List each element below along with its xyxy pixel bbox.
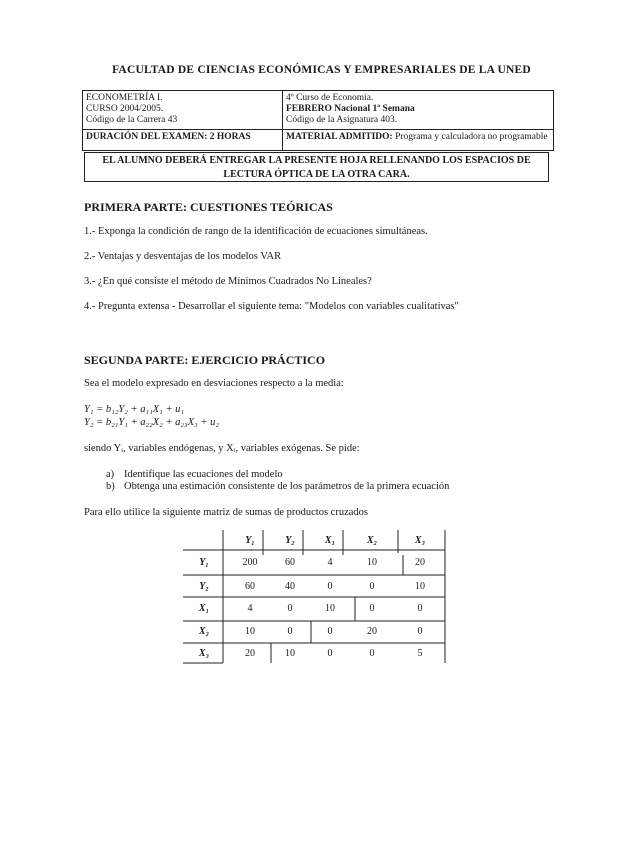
matrix-cell: 10 xyxy=(245,626,255,637)
matrix-cell: 0 xyxy=(417,626,423,637)
task-a xyxy=(106,469,283,481)
col-header-x3: X₃ xyxy=(414,535,426,546)
header-right-block xyxy=(286,93,550,126)
part2-heading: SEGUNDA PARTE: EJERCICIO PRÁCTICO xyxy=(84,353,326,367)
header-left-block xyxy=(86,93,280,126)
question-4: 4.- Pregunta extensa - Desarrollar el siguiente tema: "Modelos con variables cualitativas" xyxy=(84,301,459,312)
exam-duration: DURACIÓN DEL EXAMEN: 2 HORAS xyxy=(86,132,251,142)
matrix-intro: Para ello utilice la siguiente matriz de sumas de productos cruzados xyxy=(84,507,368,518)
matrix-cell: 0 xyxy=(369,648,375,659)
matrix-cell: 20 xyxy=(415,557,425,568)
question-2: 2.- Ventajas y desventajas de los modelos VAR xyxy=(84,251,282,262)
header-divider-vertical xyxy=(282,91,283,150)
col-header-y1: Y₁ xyxy=(245,535,255,546)
student-notice xyxy=(84,152,549,182)
matrix-cell: 10 xyxy=(367,557,377,568)
course-year: CURSO 2004/2005. xyxy=(86,104,164,114)
row-header-x2: X₂ xyxy=(198,626,210,637)
matrix-cell: 20 xyxy=(367,626,377,637)
allowed-material-value: Programa y calculadora no programable xyxy=(395,132,548,142)
matrix-cell: 0 xyxy=(369,581,375,592)
page-title: FACULTAD DE CIENCIAS ECONÓMICAS Y EMPRESARIALES DE LA UNED xyxy=(112,64,531,76)
course-level: 4º Curso de Economía. xyxy=(286,93,374,103)
task-b xyxy=(106,481,449,493)
task-b-text: Obtenga una estimación consistente de los parámetros de la primera ecuación xyxy=(124,481,450,492)
matrix-cell: 0 xyxy=(369,603,375,614)
cross-products-matrix xyxy=(183,525,448,665)
matrix-cell: 10 xyxy=(325,603,335,614)
exam-session: FEBRERO Nacional 1ª Semana xyxy=(286,104,415,114)
degree-code: Código de la Carrera 43 xyxy=(86,115,178,125)
matrix-cell: 0 xyxy=(327,648,333,659)
row-header-y1: Y₁ xyxy=(199,557,209,568)
col-header-x2: X₂ xyxy=(366,535,378,546)
matrix-cell: 60 xyxy=(285,557,295,568)
equation-1: Y₁ = b₁₂Y₂ + a₁₁X₁ + u₁ xyxy=(84,404,185,415)
matrix-cell: 0 xyxy=(327,581,333,592)
subject-code: Código de la Asignatura 403. xyxy=(286,115,398,125)
notice-line-2: LECTURA ÓPTICA DE LA OTRA CARA. xyxy=(223,169,410,180)
row-header-y2: Y₂ xyxy=(199,581,209,592)
task-a-text: Identifique las ecuaciones del modelo xyxy=(124,469,283,480)
task-b-marker: b) xyxy=(106,481,115,492)
matrix-cell: 4 xyxy=(247,603,253,614)
row-header-x3: X₃ xyxy=(198,648,210,659)
model-intro: Sea el modelo expresado en desviaciones respecto a la media: xyxy=(84,378,344,389)
allowed-material xyxy=(286,132,550,143)
header-divider-horizontal xyxy=(83,129,553,130)
matrix-cell: 60 xyxy=(245,581,255,592)
part1-heading: PRIMERA PARTE: CUESTIONES TEÓRICAS xyxy=(84,200,333,214)
col-header-x1: X₁ xyxy=(324,535,336,546)
exam-header-table xyxy=(82,90,554,151)
task-a-marker: a) xyxy=(106,469,115,480)
subject-name: ECONOMETRÍA I. xyxy=(86,93,163,103)
matrix-cell: 10 xyxy=(415,581,425,592)
matrix-cell: 0 xyxy=(287,603,293,614)
matrix-cell: 20 xyxy=(245,648,255,659)
col-header-y2: Y₂ xyxy=(285,535,295,546)
matrix-cell: 10 xyxy=(285,648,295,659)
matrix-cell: 4 xyxy=(327,557,333,568)
allowed-material-label: MATERIAL ADMITIDO: xyxy=(286,132,393,142)
matrix-grid-lines xyxy=(183,525,448,665)
equation-2: Y₂ = b₂₁Y₁ + a₂₂X₂ + a₂₃X₃ + u₂ xyxy=(84,417,220,428)
notice-line-1: EL ALUMNO DEBERÁ ENTREGAR LA PRESENTE HOJA RELLENANDO LOS ESPACIOS DE xyxy=(102,155,531,166)
matrix-cell: 200 xyxy=(242,557,258,568)
variables-definition: siendo Yᵢ, variables endógenas, y Xᵢ, variables exógenas. Se pide: xyxy=(84,443,360,454)
matrix-cell: 0 xyxy=(327,626,333,637)
matrix-cell: 0 xyxy=(287,626,293,637)
matrix-cell: 40 xyxy=(285,581,295,592)
row-header-x1: X₁ xyxy=(198,603,210,614)
question-1: 1.- Exponga la condición de rango de la identificación de ecuaciones simultáneas. xyxy=(84,226,428,237)
matrix-cell: 5 xyxy=(417,648,423,659)
question-3: 3.- ¿En qué consiste el método de Mínimos Cuadrados No Lineales? xyxy=(84,276,372,287)
matrix-cell: 0 xyxy=(417,603,423,614)
